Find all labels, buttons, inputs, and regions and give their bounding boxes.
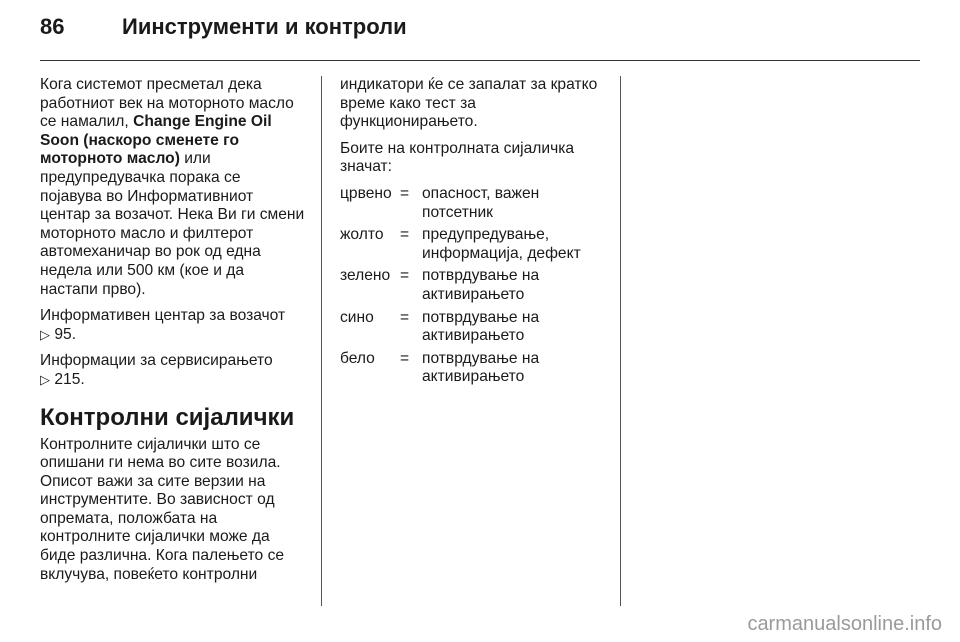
indicator-test-paragraph: индикатори ќе се запалат за кратко време како тест за функционирањето. bbox=[340, 76, 598, 131]
color-name: бело bbox=[340, 349, 375, 367]
equals-sign: = bbox=[400, 308, 410, 326]
equals-sign: = bbox=[400, 226, 410, 244]
column-divider-2 bbox=[620, 76, 621, 606]
column-1 bbox=[40, 76, 306, 592]
page-ref-icon: ▷ bbox=[40, 326, 50, 342]
page-ref-icon: ▷ bbox=[40, 371, 50, 387]
driver-info-text: Информативен центар за возачот bbox=[40, 307, 286, 325]
table-row bbox=[340, 350, 608, 391]
oil-life-text-b: или предупредувачка порака се појавува во Информативниот центар за возачот. Нека Ви ги смени моторното масло и филтерот автомеханичар во рок од една недела или 500 км (кое и да настапи прво). bbox=[40, 150, 305, 298]
column-2 bbox=[340, 76, 608, 391]
equals-sign: = bbox=[400, 267, 410, 285]
driver-info-reference bbox=[40, 307, 306, 344]
page-header bbox=[40, 14, 920, 48]
section-heading: Контролни сијалички bbox=[40, 403, 295, 431]
color-meaning: потврдување на активирањето bbox=[422, 349, 540, 386]
color-meaning: опасност, важен потсетник bbox=[422, 184, 540, 221]
color-name: сино bbox=[340, 308, 374, 326]
equals-sign: = bbox=[400, 349, 410, 367]
oil-life-paragraph bbox=[40, 76, 306, 299]
service-info-page[interactable]: 215. bbox=[54, 370, 85, 388]
header-rule bbox=[40, 60, 920, 61]
driver-info-page[interactable]: 95. bbox=[54, 325, 77, 343]
colors-intro: Боите на контролната сијаличка значат: bbox=[340, 139, 575, 176]
color-meaning: предупредување, информација, дефект bbox=[422, 226, 581, 262]
color-meaning-table bbox=[340, 185, 608, 391]
color-name: црвено bbox=[340, 184, 392, 202]
color-meaning: потврдување на активирањето bbox=[422, 267, 540, 303]
color-meaning: потврдување на активирањето bbox=[422, 308, 540, 345]
warning-lights-intro: Контролните сијалички што се опишани ги нема во сите возила. Описот важи за сите верзии на инструментите. Во зависност од опремата, положбата на контролните сијалички може да биде различна. Кога палењето се вклучува, повеќето контролни bbox=[40, 435, 285, 583]
table-row bbox=[340, 185, 608, 226]
color-name: жолто bbox=[340, 226, 384, 244]
column-divider-1 bbox=[321, 76, 322, 606]
page-title: Иинструменти и контроли bbox=[122, 14, 407, 39]
watermark: carmanualsonline.info bbox=[747, 613, 942, 635]
oil-life-text-a: Кога системот пресметал дека работниот век на моторното масло се намалил, bbox=[40, 76, 294, 131]
table-row bbox=[340, 309, 608, 350]
table-row bbox=[340, 267, 608, 308]
service-info-reference bbox=[40, 352, 306, 389]
change-oil-message: Change Engine Oil Soon (наскоро сменете го моторното масло) bbox=[40, 113, 272, 168]
equals-sign: = bbox=[400, 184, 410, 202]
table-row bbox=[340, 226, 608, 267]
color-name: зелено bbox=[340, 267, 391, 285]
service-info-text: Информации за сервисирањето bbox=[40, 352, 273, 370]
page-number: 86 bbox=[40, 14, 65, 39]
